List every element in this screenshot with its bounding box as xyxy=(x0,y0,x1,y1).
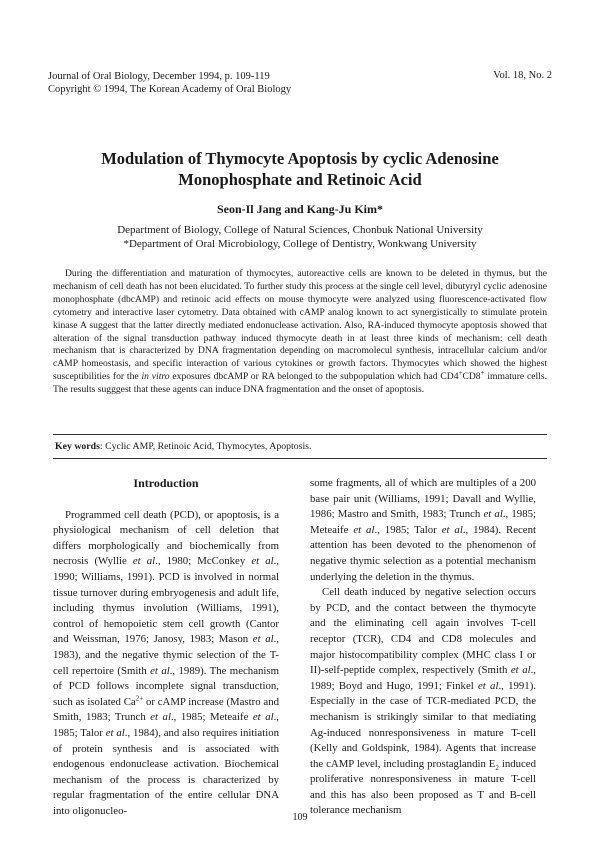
affiliation-1: Department of Biology, College of Natural Sciences, Chonbuk National University xyxy=(117,224,483,236)
et-al: et al xyxy=(150,711,171,724)
abstract-text: immature cells. The results sugggest that these agents can induce DNA fragmentation and the onset of apoptosis. xyxy=(53,371,547,396)
body-paragraph xyxy=(310,585,536,819)
et-al: et al xyxy=(353,523,375,536)
et-al: et al xyxy=(105,726,125,739)
body-text: or cAMP increase (Mastro and Smith, 1983; Trunch xyxy=(53,695,280,724)
keywords-bottom-rule xyxy=(53,458,547,459)
volume-number: Vol. 18, No. 2 xyxy=(493,70,552,81)
keywords-top-rule xyxy=(53,434,547,435)
body-text: ., 1985; Talor xyxy=(374,523,442,536)
keywords-text: : Cyclic AMP, Retinoic Acid, Thymocytes, Apoptosis. xyxy=(99,441,312,452)
subscript: 2 xyxy=(495,763,499,772)
et-al: et al xyxy=(252,711,274,724)
journal-header xyxy=(48,70,291,96)
et-al: et al xyxy=(483,508,503,521)
body-text: ., 1989). The mechanism of PCD follows incomplete signal transduction, such as isolated Ca xyxy=(53,664,279,708)
body-paragraph xyxy=(53,508,279,820)
body-text: ., 1985; Meteaife xyxy=(310,508,536,536)
body-text: ., 1984). Recent attention has been devoted to the phenomenon of negative thymic selection as a potential mechanism underlying the deletion in the thymus. xyxy=(310,523,536,583)
left-column xyxy=(53,476,279,819)
et-al: et al xyxy=(150,664,170,677)
body-text: Cell death induced by negative selection occurs by PCD, and the contact between the thymocyte and the eliminating cell again involves T-cell receptor (TCR), CD4 and CD8 molecules and major histocompatibility complex (MHC class I or II)-self-peptide complex, respectively (Smith xyxy=(310,586,536,677)
body-text: ., 1983), and the negative thymic selection of the T-cell repertoire (Smith xyxy=(53,633,279,677)
body-text: ., 1990; Williams, 1991). PCD is involved in normal tissue turnover during embryogenesis and adult life, including thymus involution (Williams, 1991), control of hemopoietic stem cell growth (Cantor and Weissman, 1976; Janosy, 1983; Mason xyxy=(53,555,279,646)
et-al: et al xyxy=(251,555,274,568)
abstract-text: During the differentiation and maturation of thymocytes, autoreactive cells are known to be deleted in thymus, but the mechanism of cell death has not been elucidated. To further study this process at the single cell level, dibutyryl cyclic adenosine monophosphate (dbcAMP) and retinoic acid effects on mouse thymocyte were analyzed using fluorescence-activated flow cytometry and interactive laser cytometry. Data obtained with cAMP analog known to act synergistically to stimulate protein kinase A suggest that the latter directly mediated endonuclease activation. Also, RA-induced thymocyte apoptosis showed that alteration of the signal transduction pathway induced thymocyte death in at least three kinds of mechanism: cell death mechanism that is characterized by DNA fragmentation depending on macromolecul synthesis, intracellular calcium and/or cAMP homeostasis, and specific interaction of various cytokines or growth factors. Thymocytes which showed the highest susceptibilities for the xyxy=(53,268,547,383)
superscript: + xyxy=(458,369,463,378)
author-list: Seon-Il Jang and Kang-Ju Kim* xyxy=(216,202,384,216)
body-text: Programmed cell death (PCD), or apoptosis, is a physiological mechanism of cell deletion that differs morphologically and biochemically from necrosis (Wyllie xyxy=(53,508,279,568)
body-text: ., 1991). Especially in the case of TCR-mediated PCD, the mechanism is strikingly similar to that mediating Ag-induced nonresponsiveness in mature T-cell (Kelly and Goldspink, 1984). Agents that increase the cAMP level, including prostaglandin E xyxy=(310,679,536,770)
et-al: et al xyxy=(132,555,156,568)
keywords-label: Key words xyxy=(55,441,100,452)
title-line-1: Modulation of Thymocyte Apoptosis by cyclic Adenosine xyxy=(101,149,499,168)
abstract-text: exposures dbcAMP or RA belonged to the subpopulation which had CD4 xyxy=(169,371,459,383)
abstract-italic: in vitro xyxy=(141,371,170,383)
et-al: et al xyxy=(510,664,531,677)
abstract xyxy=(53,268,547,397)
body-text: induced proliferative nonresponsiveness in mature T-cell and this has also been proposed as T and B-cell tolerance mechanism xyxy=(310,757,536,817)
page-number: 109 xyxy=(292,812,308,823)
right-column xyxy=(310,476,536,819)
copyright-notice: Copyright © 1994, The Korean Academy of Oral Biology xyxy=(48,84,292,95)
et-al: et al xyxy=(478,679,499,692)
abstract-text: CD8 xyxy=(462,371,481,383)
body-text: ., 1989; Boyd and Hugo, 1991; Finkel xyxy=(310,664,537,692)
body-text: ., 1980; McConkey xyxy=(155,555,252,568)
superscript: 2+ xyxy=(135,694,144,703)
keywords xyxy=(55,441,311,452)
section-heading-introduction: Introduction xyxy=(133,476,199,490)
superscript: + xyxy=(480,369,485,378)
body-text: ., 1985; Meteaife xyxy=(170,711,253,724)
body-text: ., 1984), and also requires initiation of protein synthesis and is associated with endogenous endonuclease activation. Biochemical mechanism of the process is characterized by regular fragmentation of the entire cellular DNA into oligonucleo- xyxy=(53,726,280,817)
title-line-2: Monophosphate and Retinoic Acid xyxy=(178,170,422,189)
et-al: et al xyxy=(252,633,274,646)
affiliations xyxy=(40,223,560,251)
abstract-paragraph xyxy=(53,268,547,397)
body-paragraph xyxy=(310,476,536,585)
journal-citation: Journal of Oral Biology, December 1994, p. 109-119 xyxy=(48,71,270,82)
et-al: et al xyxy=(441,523,463,536)
body-text: ., 1985; Talor xyxy=(53,711,280,739)
affiliation-2: *Department of Oral Microbiology, College of Dentistry, Wonkwang University xyxy=(123,238,477,250)
paper-title xyxy=(40,148,560,190)
body-text: some fragments, all of which are multiples of a 200 base pair unit (Williams, 1991; Davall and Wyllie, 1986; Mastro and Smith, 1983; Trunch xyxy=(310,477,536,521)
